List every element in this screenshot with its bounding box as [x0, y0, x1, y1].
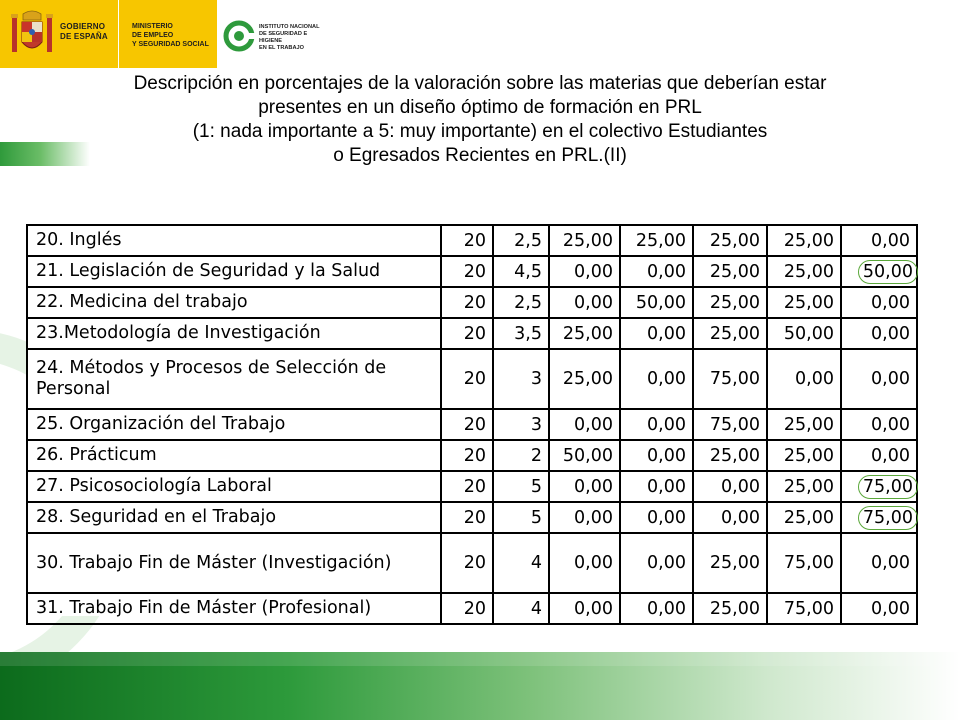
table-row [27, 533, 917, 593]
cell-p5 [841, 471, 917, 502]
cell-p1: 25,00 [549, 318, 620, 349]
table-row [27, 287, 917, 318]
cell-n: 20 [441, 502, 493, 533]
cell-p2: 0,00 [620, 502, 693, 533]
footer-green-band [0, 652, 960, 720]
ministry-logo [118, 0, 217, 68]
cell-p4: 25,00 [767, 256, 841, 287]
cell-median: 2,5 [493, 225, 549, 256]
gov-line-1: GOBIERNO [60, 22, 106, 31]
ratings-table [26, 224, 918, 625]
cell-n: 20 [441, 409, 493, 440]
cell-p4: 25,00 [767, 287, 841, 318]
cell-p4: 75,00 [767, 593, 841, 624]
cell-p3: 0,00 [693, 502, 767, 533]
insht-logo-icon [223, 20, 255, 52]
cell-p1: 0,00 [549, 287, 620, 318]
table-row [27, 409, 917, 440]
cell-p3: 75,00 [693, 349, 767, 409]
cell-p5: 0,00 [841, 440, 917, 471]
ministry-line-2: DE EMPLEO [132, 32, 174, 39]
subject-name: 20. Inglés [27, 225, 441, 256]
cell-p5: 0,00 [841, 318, 917, 349]
cell-p5 [841, 502, 917, 533]
cell-p3: 25,00 [693, 533, 767, 593]
table-row [27, 349, 917, 409]
cell-p1: 25,00 [549, 349, 620, 409]
title-line-4: o Egresados Recientes en PRL.(II) [333, 145, 627, 166]
cell-p3: 25,00 [693, 440, 767, 471]
cell-p3: 25,00 [693, 593, 767, 624]
cell-median: 4,5 [493, 256, 549, 287]
ministry-line-3: Y SEGURIDAD SOCIAL [132, 41, 209, 48]
subject-name: 23.Metodología de Investigación [27, 318, 441, 349]
cell-p4: 25,00 [767, 409, 841, 440]
cell-p1: 0,00 [549, 409, 620, 440]
cell-p2: 25,00 [620, 225, 693, 256]
cell-p2: 0,00 [620, 349, 693, 409]
table-row [27, 502, 917, 533]
cell-n: 20 [441, 349, 493, 409]
subject-name: 31. Trabajo Fin de Máster (Profesional) [27, 593, 441, 624]
spain-coat-of-arms-icon [10, 8, 54, 60]
cell-p3: 25,00 [693, 318, 767, 349]
table-row [27, 256, 917, 287]
cell-n: 20 [441, 318, 493, 349]
cell-p4: 75,00 [767, 533, 841, 593]
cell-median: 3,5 [493, 318, 549, 349]
cell-p5: 0,00 [841, 593, 917, 624]
government-logo [0, 0, 119, 68]
table-row [27, 225, 917, 256]
cell-p2: 0,00 [620, 533, 693, 593]
subject-name: 24. Métodos y Procesos de Selección de Personal [27, 349, 441, 409]
cell-p2: 0,00 [620, 471, 693, 502]
subject-name: 30. Trabajo Fin de Máster (Investigación) [27, 533, 441, 593]
government-label [60, 22, 108, 42]
cell-median: 3 [493, 409, 549, 440]
inst-line-3: EN EL TRABAJO [259, 45, 304, 51]
cell-median: 3 [493, 349, 549, 409]
cell-median: 4 [493, 593, 549, 624]
cell-p1: 0,00 [549, 471, 620, 502]
institute-logo [217, 0, 330, 68]
cell-p4: 25,00 [767, 225, 841, 256]
ratings-table-container [26, 224, 916, 619]
cell-p1: 25,00 [549, 225, 620, 256]
cell-p4: 0,00 [767, 349, 841, 409]
subject-name: 26. Prácticum [27, 440, 441, 471]
institute-label [259, 24, 330, 52]
cell-n: 20 [441, 287, 493, 318]
cell-p4: 25,00 [767, 471, 841, 502]
cell-p1: 50,00 [549, 440, 620, 471]
cell-n: 20 [441, 471, 493, 502]
highlighted-value: 50,00 [858, 260, 918, 284]
cell-p4: 25,00 [767, 502, 841, 533]
cell-median: 2 [493, 440, 549, 471]
subject-name: 21. Legislación de Seguridad y la Salud [27, 256, 441, 287]
cell-p1: 0,00 [549, 593, 620, 624]
cell-p5: 0,00 [841, 533, 917, 593]
subject-name: 25. Organización del Trabajo [27, 409, 441, 440]
cell-n: 20 [441, 533, 493, 593]
cell-p2: 0,00 [620, 409, 693, 440]
cell-n: 20 [441, 225, 493, 256]
table-row [27, 593, 917, 624]
table-row [27, 318, 917, 349]
gov-line-2: DE ESPAÑA [60, 32, 108, 41]
ministry-line-1: MINISTERIO [132, 23, 173, 30]
subject-name: 27. Psicosociología Laboral [27, 471, 441, 502]
cell-p2: 0,00 [620, 318, 693, 349]
subject-name: 22. Medicina del trabajo [27, 287, 441, 318]
header-bar [0, 0, 330, 68]
cell-n: 20 [441, 440, 493, 471]
title-line-2: presentes en un diseño óptimo de formación en PRL [258, 97, 702, 118]
subject-name: 28. Seguridad en el Trabajo [27, 502, 441, 533]
slide-title [20, 72, 940, 168]
cell-p5: 0,00 [841, 349, 917, 409]
table-row [27, 440, 917, 471]
highlighted-value: 75,00 [858, 506, 918, 530]
cell-median: 2,5 [493, 287, 549, 318]
cell-p1: 0,00 [549, 256, 620, 287]
cell-p3: 75,00 [693, 409, 767, 440]
highlighted-value: 75,00 [858, 475, 918, 499]
table-row [27, 471, 917, 502]
cell-p3: 25,00 [693, 225, 767, 256]
cell-p2: 0,00 [620, 593, 693, 624]
cell-p2: 0,00 [620, 440, 693, 471]
cell-p4: 25,00 [767, 440, 841, 471]
cell-median: 5 [493, 471, 549, 502]
cell-p3: 0,00 [693, 471, 767, 502]
title-line-3: (1: nada importante a 5: muy importante) en el colectivo Estudiantes [192, 121, 768, 142]
title-line-1: Descripción en porcentajes de la valoración sobre las materias que deberían estar [133, 73, 827, 94]
inst-line-2: DE SEGURIDAD E HIGIENE [259, 31, 308, 44]
cell-median: 5 [493, 502, 549, 533]
cell-p5 [841, 256, 917, 287]
ministry-label [132, 22, 209, 49]
cell-p1: 0,00 [549, 502, 620, 533]
cell-p5: 0,00 [841, 287, 917, 318]
cell-n: 20 [441, 256, 493, 287]
cell-p5: 0,00 [841, 225, 917, 256]
cell-p1: 0,00 [549, 533, 620, 593]
inst-line-1: INSTITUTO NACIONAL [259, 24, 320, 30]
cell-median: 4 [493, 533, 549, 593]
cell-p3: 25,00 [693, 287, 767, 318]
cell-p2: 0,00 [620, 256, 693, 287]
cell-p3: 25,00 [693, 256, 767, 287]
cell-n: 20 [441, 593, 493, 624]
cell-p4: 50,00 [767, 318, 841, 349]
cell-p5: 0,00 [841, 409, 917, 440]
ratings-table-body [27, 225, 917, 624]
cell-p2: 50,00 [620, 287, 693, 318]
